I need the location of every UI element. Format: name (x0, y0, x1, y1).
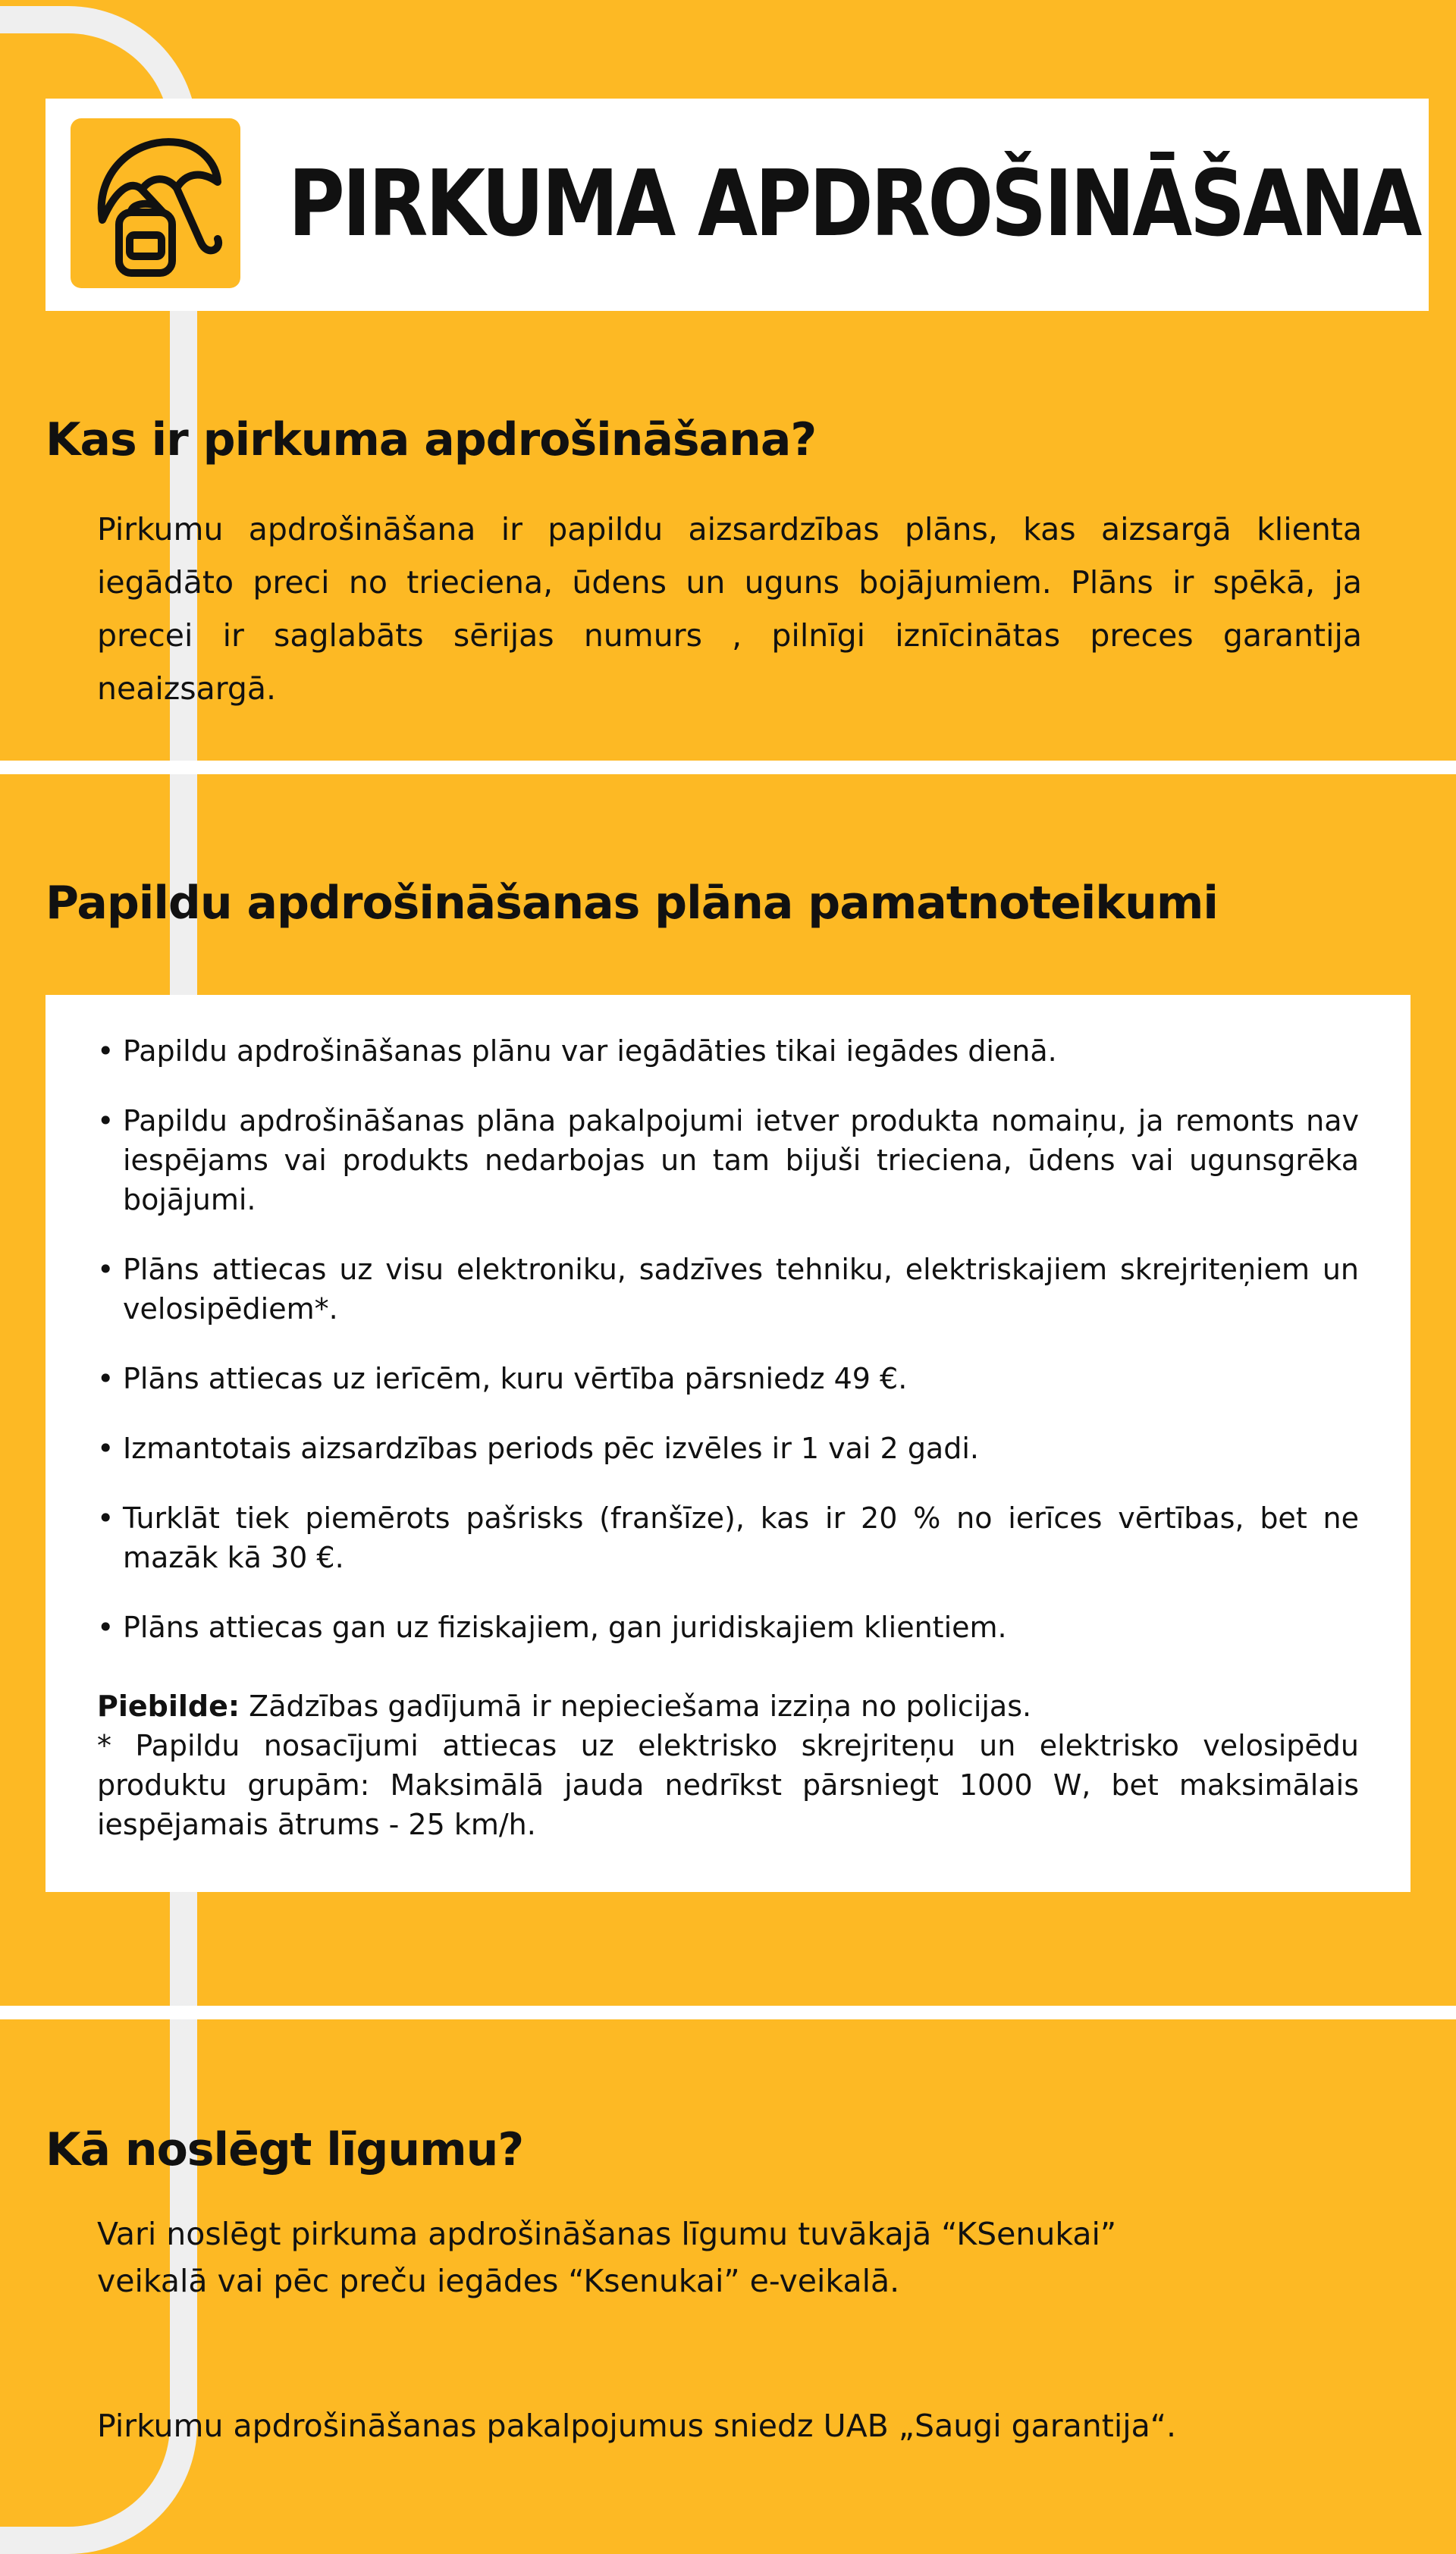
note-block (97, 1686, 1359, 1844)
divider (0, 761, 1456, 774)
note-text: Zādzības gadījumā ir nepieciešama izziņa no policijas. (240, 1690, 1032, 1723)
list-item: • Izmantotais aizsardzības periods pēc izvēles ir 1 vai 2 gadi. (97, 1429, 1359, 1468)
section-text-what: Pirkumu apdrošināšana ir papildu aizsardzības plāns, kas aizsargā klienta iegādāto preci no trieciena, ūdens un uguns bojājumiem. Plāns ir spēkā, ja precei ir saglabāts sērijas numurs , pilnīgi iznīcinātas preces garantija neaizsargā. (97, 511, 1362, 707)
section-heading-what: Kas ir pirkuma apdrošināšana? (46, 413, 817, 466)
rules-panel (46, 995, 1410, 1892)
logo (71, 118, 240, 288)
footnote: * Papildu nosacījumi attiecas uz elektrisko skrejriteņu un elektrisko velosipēdu produktu grupām: Maksimālā jauda nedrīkst pārsniegt 1000 W, bet maksimālais iespējamais ātrums - 25 km/h. (97, 1729, 1359, 1841)
list-item: • Papildu apdrošināšanas plāna pakalpojumi ietver produkta nomaiņu, ja remonts nav iespējams vai produkts nedarbojas un tam bijuši trieciena, ūdens vai ugunsgrēka bojājumi. (97, 1101, 1359, 1219)
list-item: • Plāns attiecas gan uz fiziskajiem, gan juridiskajiem klientiem. (97, 1608, 1359, 1647)
rules-list (97, 1031, 1359, 1677)
section-heading-rules: Papildu apdrošināšanas plāna pamatnoteikumi (46, 877, 1218, 930)
page-title: PIRKUMA APDROŠINĀŠANA (288, 152, 1420, 257)
list-item: • Plāns attiecas uz visu elektroniku, sadzīves tehniku, elektriskajiem skrejriteņiem un velosipēdiem*. (97, 1250, 1359, 1329)
list-item: • Turklāt tiek piemērots pašrisks (franšīze), kas ir 20 % no ierīces vērtības, bet ne mazāk kā 30 €. (97, 1498, 1359, 1577)
list-item: • Papildu apdrošināšanas plānu var iegādāties tikai iegādes dienā. (97, 1031, 1359, 1071)
provider-text: Pirkumu apdrošināšanas pakalpojumus sniedz UAB „Saugi garantija“. (97, 2408, 1177, 2444)
note-line (97, 1686, 1359, 1726)
header-banner (46, 99, 1429, 311)
note-label: Piebilde: (97, 1690, 240, 1723)
umbrella-backpack-icon (87, 129, 224, 278)
list-item: • Plāns attiecas uz ierīcēm, kuru vērtība pārsniedz 49 €. (97, 1359, 1359, 1398)
section-text-contract: Vari noslēgt pirkuma apdrošināšanas līgumu tuvākajā “KSenukai” veikalā vai pēc preču iegādes “Ksenukai” e-veikalā. (97, 2216, 1117, 2299)
divider (0, 2006, 1456, 2019)
section-heading-contract: Kā noslēgt līgumu? (46, 2123, 524, 2176)
